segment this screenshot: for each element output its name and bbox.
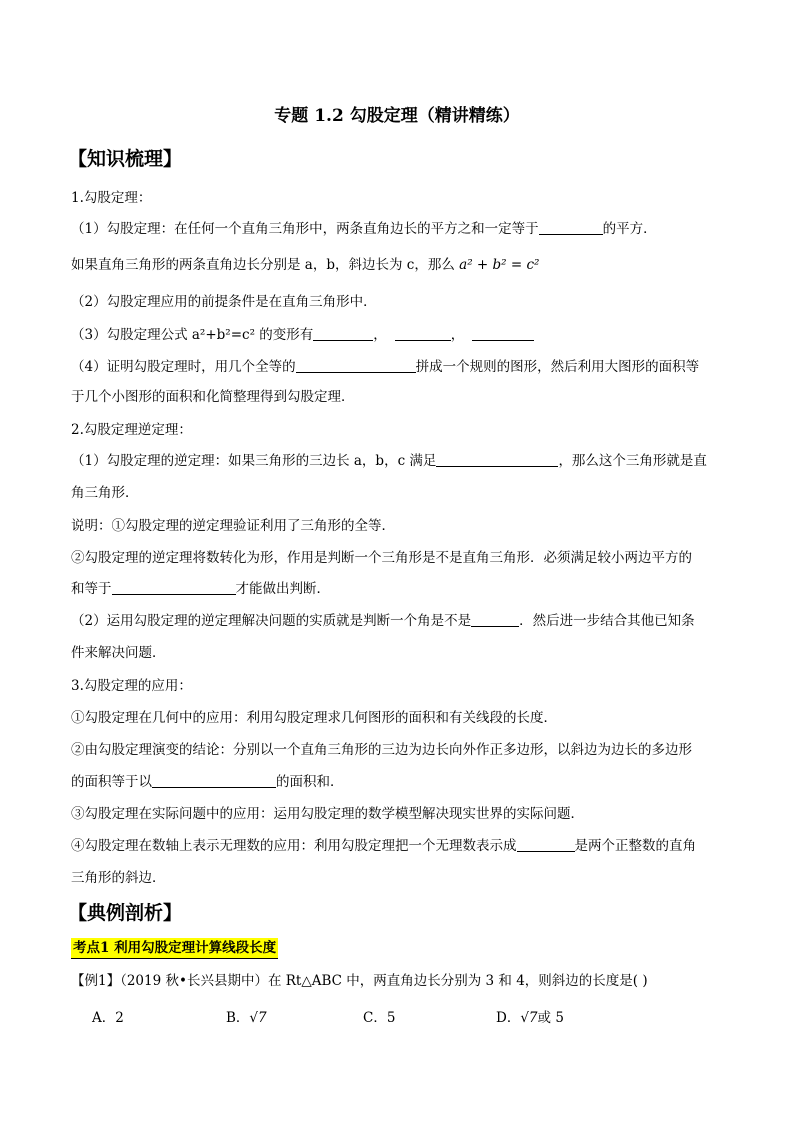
example-1-question: 【例1】（2019 秋•长兴县期中）在 Rt△ABC 中，两直角边长分别为 3 和 4，则斜边的长度是( ) <box>71 973 648 989</box>
option-a: A．2 <box>92 1010 124 1026</box>
paragraph-6: （1）勾股定理的逆定理：如果三角形的三边长 a，b，c 满足 ，那么这个三角形就是直 <box>71 453 707 469</box>
blank-line <box>539 220 603 235</box>
heading-application: 3.勾股定理的应用： <box>71 678 192 694</box>
paragraph-7: 说明：①勾股定理的逆定理验证利用了三角形的全等． <box>71 518 395 534</box>
paragraph-10: ①勾股定理在几何中的应用：利用勾股定理求几何图形的面积和有关线段的长度． <box>71 710 557 726</box>
blank-line <box>436 452 558 467</box>
blank-line <box>395 326 451 341</box>
sqrt-7: √7 <box>520 1010 538 1026</box>
paragraph-5-cont: 于几个小图形的面积和化简整理得到勾股定理． <box>71 389 355 405</box>
heading-pythagorean: 1.勾股定理： <box>71 190 152 206</box>
blank-line <box>471 612 519 627</box>
page-title: 专题 1.2 勾股定理（精讲精练） <box>274 106 520 126</box>
paragraph-13-cont: 三角形的斜边． <box>71 870 166 886</box>
option-c: C．5 <box>363 1010 396 1026</box>
paragraph-11: ②由勾股定理演变的结论：分别以一个直角三角形的三边为边长向外作正多边形，以斜边为边长的多边形 <box>71 742 692 758</box>
blank-line <box>313 326 373 341</box>
blank-line <box>152 773 276 788</box>
blank-line <box>112 580 236 595</box>
paragraph-11-cont: 的面积等于以 的面积和． <box>71 774 344 790</box>
sqrt-7: √7 <box>249 1010 267 1026</box>
topic-tag: 考点1 利用勾股定理计算线段长度 <box>71 938 278 959</box>
paragraph-8-cont: 和等于 才能做出判断． <box>71 581 330 597</box>
section-heading-knowledge: 【知识梳理】 <box>68 148 183 170</box>
option-b: B．√7 <box>226 1010 267 1026</box>
paragraph-8: ②勾股定理的逆定理将数转化为形，作用是判断一个三角形是不是直角三角形．必须满足较小两边平方的 <box>71 550 692 566</box>
blank-line <box>472 326 534 341</box>
formula: a² + b² = c² <box>459 257 540 273</box>
paragraph-6-cont: 角三角形． <box>71 485 139 501</box>
section-heading-examples: 【典例剖析】 <box>68 902 183 924</box>
paragraph-9-cont: 件来解决问题． <box>71 645 166 661</box>
paragraph-13: ④勾股定理在数轴上表示无理数的应用：利用勾股定理把一个无理数表示成 是两个正整数的直角 <box>71 838 696 854</box>
paragraph-3: （2）勾股定理应用的前提条件是在直角三角形中． <box>71 294 377 310</box>
heading-converse: 2.勾股定理逆定理： <box>71 422 192 438</box>
blank-line <box>517 837 575 852</box>
option-d: D．√7或 5 <box>496 1010 564 1026</box>
paragraph-9: （2）运用勾股定理的逆定理解决问题的实质就是判断一个角是不是 ．然后进一步结合其他已知条 <box>71 613 695 629</box>
paragraph-2: 如果直角三角形的两条直角边长分别是 a，b，斜边长为 c，那么 a² + b² = c² <box>71 257 540 273</box>
paragraph-5: （4）证明勾股定理时，用几个全等的 拼成一个规则的图形，然后利用大图形的面积等 <box>71 359 700 375</box>
blank-line <box>296 358 416 373</box>
paragraph-12: ③勾股定理在实际问题中的应用：运用勾股定理的数学模型解决现实世界的实际问题． <box>71 806 584 822</box>
paragraph-1: （1）勾股定理：在任何一个直角三角形中，两条直角边长的平方之和一定等于 的平方． <box>71 221 657 237</box>
paragraph-4: （3）勾股定理公式 a²+b²=c² 的变形有 ， ， <box>71 325 534 345</box>
